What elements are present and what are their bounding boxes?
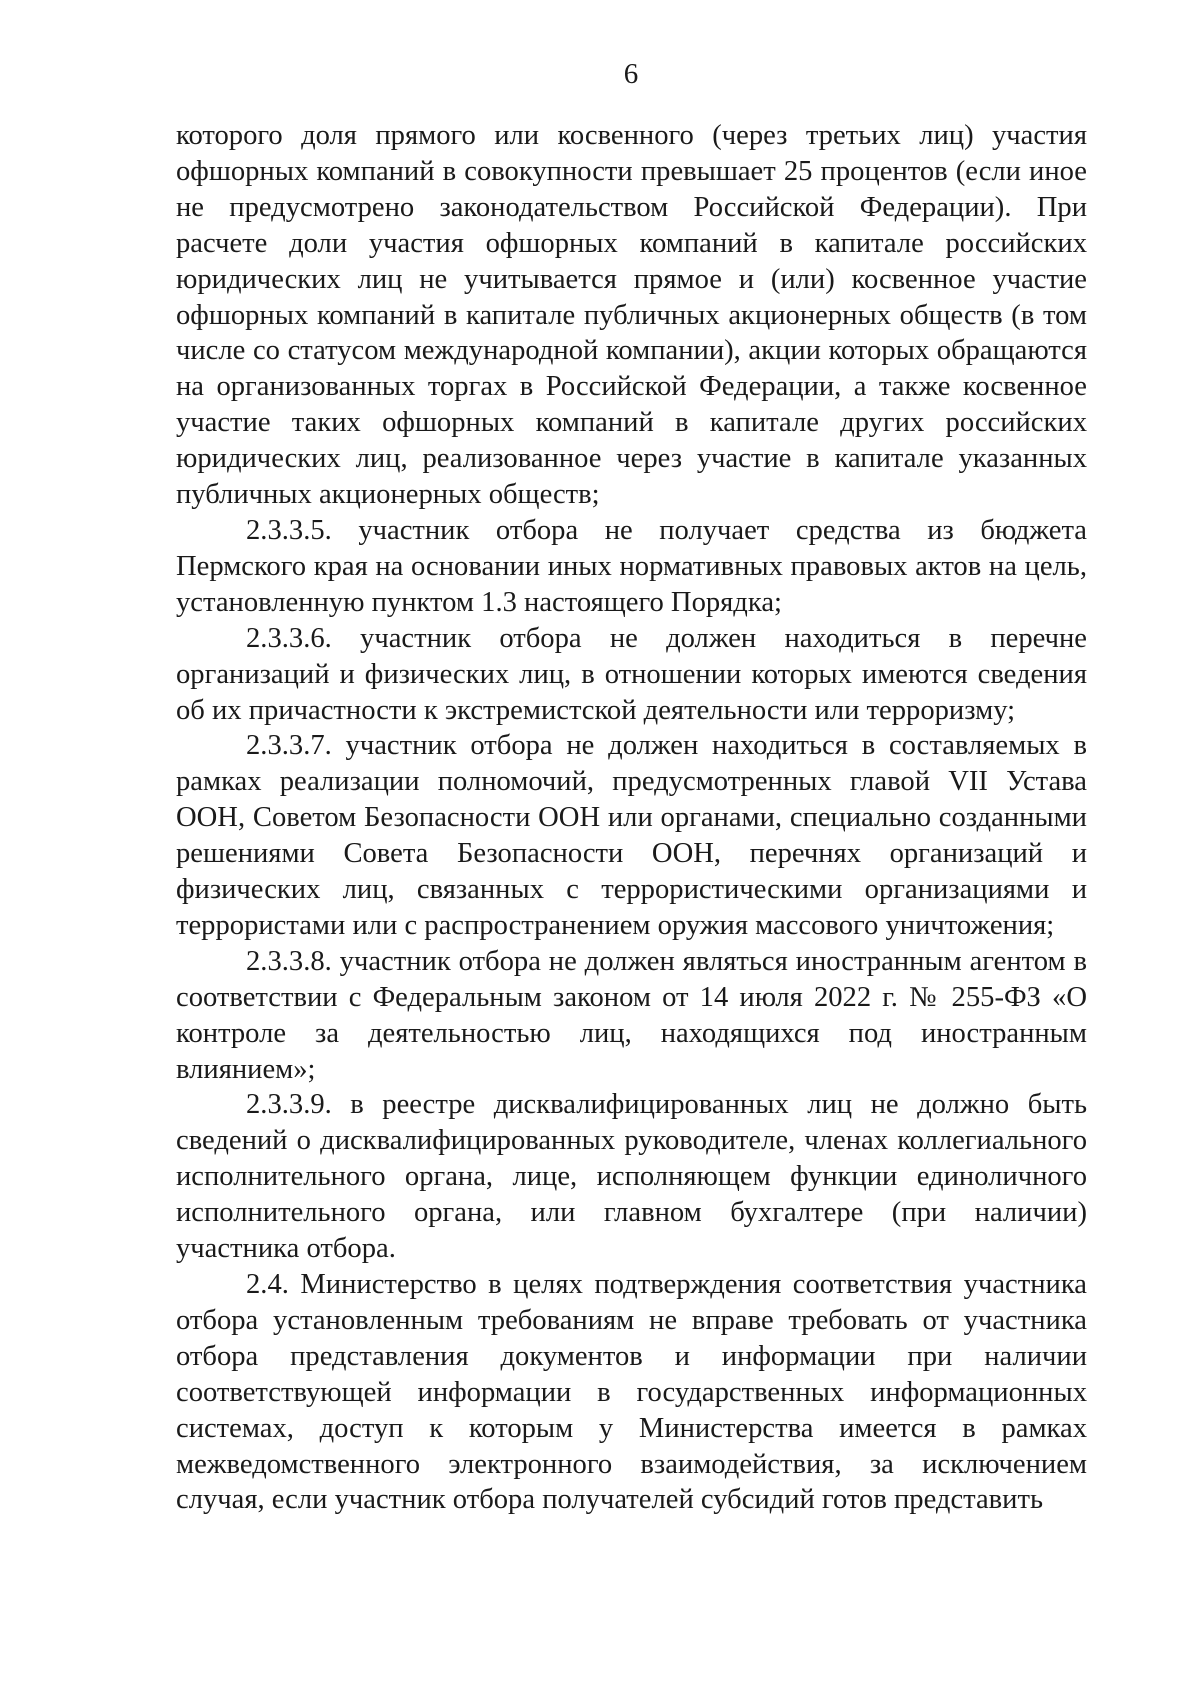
paragraph-2-4: 2.4. Министерство в целях подтверждения соответствия участника отбора установленным требованиям не вправе требовать от участника отбора представления документов и информации при наличии соответствующей информации в государственных информационных системах, доступ к которым у Министерства имеется в рамках межведомственного электронного взаимодействия, за исключением случая, если участник отбора получателей субсидий готов представить <box>176 1269 1087 1516</box>
paragraph-2-3-3-9: 2.3.3.9. в реестре дисквалифицированных лиц не должно быть сведений о дисквалифицированных руководителе, членах коллегиального исполнительного органа, лице, исполняющем функции единоличного исполнительного органа, или главном бухгалтере (при наличии) участника отбора. <box>176 1089 1087 1265</box>
paragraph-2-3-3-5: 2.3.3.5. участник отбора не получает средства из бюджета Пермского края на основании иных нормативных правовых актов на цель, установленную пунктом 1.3 настоящего Порядка; <box>176 514 1087 618</box>
paragraph-2-3-3-8: 2.3.3.8. участник отбора не должен являться иностранным агентом в соответствии с Федеральным законом от 14 июля 2022 г. № 255-ФЗ «О контроле за деятельностью лиц, находящихся под иностранным влиянием»; <box>176 945 1087 1085</box>
paragraph-2-3-3-6: 2.3.3.6. участник отбора не должен находиться в перечне организаций и физических лиц, в отношении которых имеются сведения об их причастности к экстремистской деятельности или терроризму; <box>176 622 1087 726</box>
paragraph-2-3-3-7: 2.3.3.7. участник отбора не должен находиться в составляемых в рамках реализации полномочий, предусмотренных главой VII Устава ООН, Советом Безопасности ООН или органами, специально созданными решениями Совета Безопасности ООН, перечнях организаций и физических лиц, связанных с террористическими организациями и террористами или с распространением оружия массового уничтожения; <box>176 730 1087 941</box>
page-number: 6 <box>623 58 639 90</box>
paragraph-continuation: которого доля прямого или косвенного (через третьих лиц) участия офшорных компаний в совокупности превышает 25 процентов (если иное не предусмотрено законодательством Российской Федерации). При расчете доли участия офшорных компаний в капитале российских юридических лиц не учитывается прямое и (или) косвенное участие офшорных компаний в капитале публичных акционерных обществ (в том числе со статусом международной компании), акции которых обращаются на организованных торгах в Российской Федерации, а также косвенное участие таких офшорных компаний в капитале других российских юридических лиц, реализованное через участие в капитале указанных публичных акционерных обществ; <box>176 120 1087 511</box>
document-body <box>176 118 1087 1518</box>
